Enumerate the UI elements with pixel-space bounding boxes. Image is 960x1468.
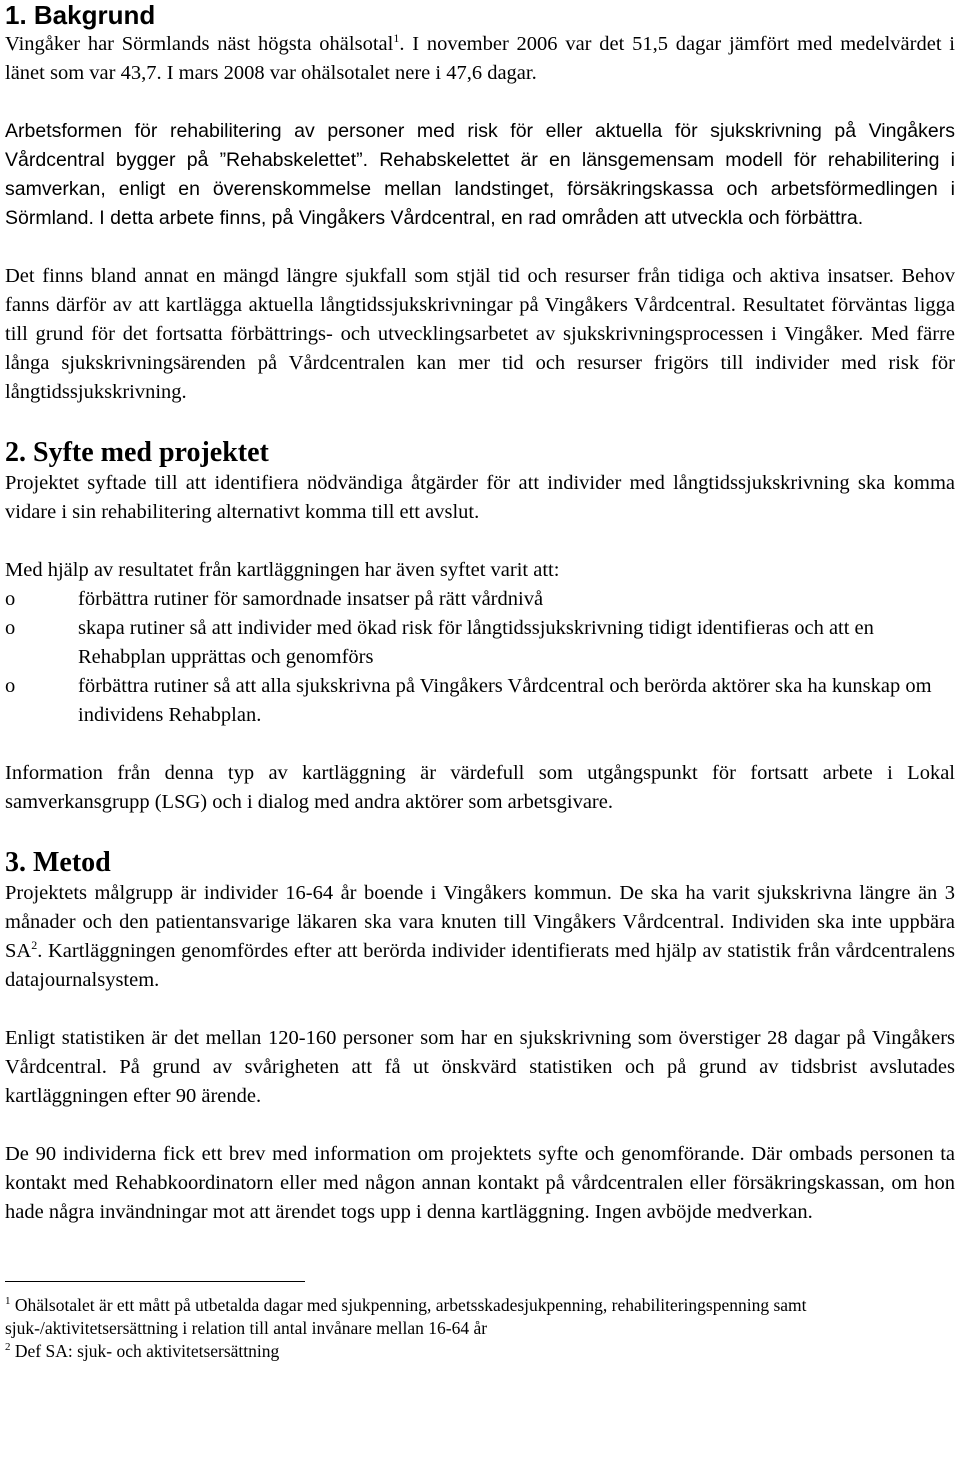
- footnote-1: [5, 1294, 955, 1340]
- section-2-paragraph-2: Med hjälp av resultatet från kartläggningen har även syftet varit att:: [5, 559, 560, 581]
- section-1-heading: 1. Bakgrund: [5, 0, 156, 30]
- footnote-ref-1: 1: [393, 31, 400, 45]
- list-item: [5, 672, 955, 730]
- footnote-ref-2: 2: [31, 938, 38, 952]
- section-2-heading: 2. Syfte med projektet: [5, 437, 269, 468]
- document-page: [5, 0, 955, 1363]
- section-1-paragraph-2: Arbetsformen för rehabilitering av personer med risk för eller aktuella för sjukskrivning på Vingåkers Vårdcentral bygger på ”Rehabskelettet”. Rehabskelettet är en länsgemensam modell för rehabilitering i samverkan, enligt en överenskommelse mellan landstinget, försäkringskassa och arbetsförmedlingen i Sörmland. I detta arbete finns, på Vingåkers Vårdcentral, en rad områden att utveckla och förbättra.: [5, 120, 955, 229]
- list-item: [5, 614, 955, 672]
- text: . I november 2006 var det 51,5 dagar jämfört med medelvärdet i länet som var 43,7. I mars 2008 var ohälsotalet nere i 47,6 dagar.: [5, 33, 955, 84]
- section-1-paragraph-1: [5, 30, 955, 88]
- footnote-number: 1: [5, 1295, 11, 1307]
- section-3-paragraph-3: De 90 individerna fick ett brev med information om projektets syfte och genomförande. Där ombads personen ta kontakt med Rehabkoordinatorn eller med någon annan kontakt på vårdcentralen eller försäkringskassan, om hon hade några invändningar mot att ärendet togs upp i denna kartläggning. Ingen avböjde medverkan.: [5, 1143, 955, 1223]
- list-item: [5, 585, 955, 614]
- footnote-2: [5, 1340, 955, 1363]
- section-3-paragraph-1: [5, 879, 955, 995]
- section-2-paragraph-1: Projektet syftade till att identifiera nödvändiga åtgärder för att individer med långtidssjukskrivning ska komma vidare i sin rehabilitering alternativt komma till ett avslut.: [5, 472, 955, 523]
- bullet-marker: o: [5, 675, 16, 697]
- text: Projektets målgrupp är individer 16-64 år boende i Vingåkers kommun. De ska ha varit sjukskrivna längre än 3 månader och den patientansvarige läkaren ska vara knuten till Vingåkers Vårdcentral. Individen ska inte uppbära SA: [5, 882, 955, 962]
- footnote-divider: [5, 1281, 305, 1282]
- section-3-heading: 3. Metod: [5, 847, 111, 878]
- section-2-paragraph-3: Information från denna typ av kartläggning är värdefull som utgångspunkt för fortsatt arbete i Lokal samverkansgrupp (LSG) och i dialog med andra aktörer som arbetsgivare.: [5, 762, 955, 813]
- list-item-text: förbättra rutiner så att alla sjukskrivna på Vingåkers Vårdcentral och berörda aktörer ska ha kunskap om individens Rehabplan.: [78, 675, 932, 726]
- list-item-text: förbättra rutiner för samordnade insatser på rätt vårdnivå: [78, 588, 544, 610]
- text: Vingåker har Sörmlands näst högsta ohälsotal: [5, 33, 394, 55]
- text: . Kartläggningen genomfördes efter att berörda individer identifierats med hjälp av statistik från vårdcentralens datajournalsystem.: [5, 940, 955, 991]
- bullet-marker: o: [5, 617, 16, 639]
- purpose-list: [5, 585, 955, 730]
- footnote-text: Def SA: sjuk- och aktivitetsersättning: [14, 1341, 280, 1361]
- section-1-paragraph-3: Det finns bland annat en mängd längre sjukfall som stjäl tid och resurser från tidiga och aktiva insatser. Behov fanns därför av att kartlägga aktuella långtidssjukskrivningar på Vingåkers Vårdcentral. Resultatet förväntas ligga till grund för det fortsatta förbättrings- och utvecklingsarbetet av sjukskrivningsprocessen i Vingåker. Med färre långa sjukskrivningsärenden på Vårdcentralen kan mer tid och resurser frigörs till individer med risk för långtidssjukskrivning.: [5, 265, 955, 403]
- list-item-text: skapa rutiner så att individer med ökad risk för långtidssjukskrivning tidigt identifieras och att en Rehabplan upprättas och genomförs: [78, 617, 874, 668]
- footnote-number: 2: [5, 1341, 11, 1353]
- bullet-marker: o: [5, 588, 16, 610]
- section-3-paragraph-2: Enligt statistiken är det mellan 120-160 personer som har en sjukskrivning som överstiger 28 dagar på Vingåkers Vårdcentral. På grund av svårigheten att få ut önskvärd statistiken och på grund av tidsbrist avslutades kartläggningen efter 90 ärende.: [5, 1027, 955, 1107]
- footnote-text: Ohälsotalet är ett mått på utbetalda dagar med sjukpenning, arbetsskadesjukpenning, rehabiliteringspenning samt sjuk-/aktivitetsersättning i relation till antal invånare mellan 16-64 år: [5, 1295, 807, 1338]
